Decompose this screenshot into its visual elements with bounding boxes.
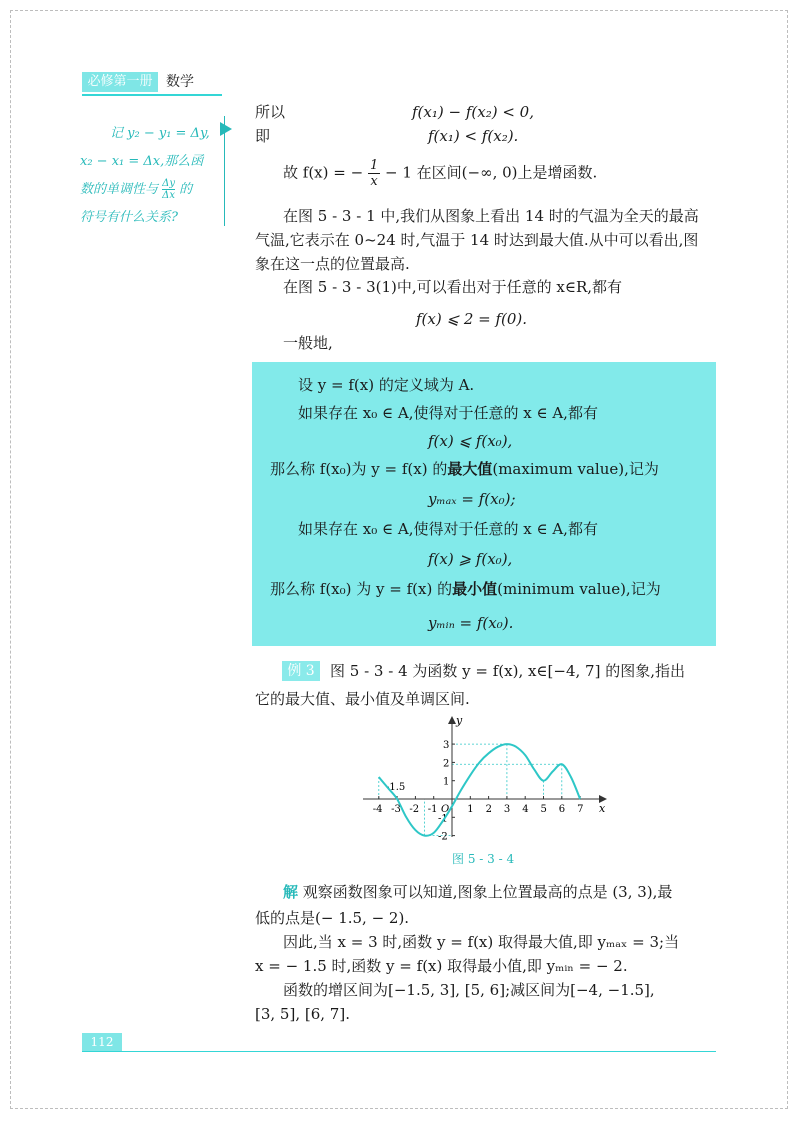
margin-note-text: 的: [179, 182, 193, 197]
definition-line: [270, 456, 659, 482]
min-x-annotation: -1.5: [386, 782, 406, 793]
subject-label: 数学: [166, 74, 194, 90]
definition-text: 那么称 f(x₀) 为 y = f(x) 的: [270, 580, 453, 598]
book-volume-badge: 必修第一册: [82, 72, 158, 92]
definition-line: 设 y = f(x) 的定义域为 A.: [298, 376, 475, 394]
y-axis-label: y: [456, 714, 463, 727]
margin-note-line: 记 y₂ − y₁ = Δy,: [110, 126, 210, 141]
proof-expression: f(x₁) − f(x₂) < 0,: [412, 103, 534, 121]
x-tick-label: 4: [522, 804, 529, 815]
x-tick-label: 7: [577, 804, 584, 815]
definition-line: 如果存在 x₀ ∈ A,使得对于任意的 x ∈ A,都有: [298, 404, 598, 422]
x-tick-label: -4: [372, 804, 383, 815]
definition-formula: yₘₐₓ = f(x₀);: [428, 490, 516, 508]
paragraph-line: 一般地,: [283, 334, 333, 352]
fraction-denominator: x: [370, 174, 378, 189]
x-tick-label: 3: [503, 804, 511, 815]
dashed-guides: [379, 744, 562, 836]
conclusion-fraction: [368, 158, 380, 189]
solution-line: [3, 5], [6, 7].: [255, 1005, 350, 1023]
proof-label: 所以: [255, 103, 286, 121]
term-minimum: 最小值: [452, 580, 498, 598]
example-text: 它的最大值、最小值及单调区间.: [255, 690, 470, 708]
definition-formula: f(x) ⩽ f(x₀),: [428, 432, 513, 450]
margin-note-line: 符号有什么关系?: [80, 210, 178, 225]
page-number: 112: [82, 1033, 122, 1051]
definition-text: (minimum value),记为: [497, 580, 661, 598]
example-text: 图 5 - 3 - 4 为函数 y = f(x), x∈[−4, 7] 的图象,指出: [330, 662, 685, 680]
x-axis-label: x: [599, 802, 606, 815]
x-tick-label: -3: [391, 804, 401, 815]
conclusion-text: − 1 在区间(−∞, 0)上是增函数.: [385, 163, 598, 182]
x-tick-label: -2: [409, 804, 420, 815]
proof-conclusion: [283, 158, 597, 189]
y-tick-label: 3: [443, 740, 450, 752]
paragraph-line: 在图 5 - 3 - 1 中,我们从图象上看出 14 时的气温为全天的最高: [283, 207, 699, 225]
proof-label: 即: [255, 127, 271, 145]
proof-expression: f(x₁) < f(x₂).: [428, 127, 519, 145]
fraction-denominator: Δx: [162, 190, 176, 201]
x-tick-label: 5: [540, 804, 547, 815]
solution-text: 观察函数图象可以知道,图象上位置最高的点是 (3, 3),最: [302, 883, 673, 901]
conclusion-text: 故 f(x) = −: [283, 163, 364, 182]
solution-line: 低的点是(− 1.5, − 2).: [255, 909, 410, 927]
paragraph-line: 在图 5 - 3 - 3(1)中,可以看出对于任意的 x∈R,都有: [283, 278, 623, 296]
formula: f(x) ⩽ 2 = f(0).: [416, 310, 528, 328]
solution-label: 解: [283, 883, 299, 901]
margin-note-line: x₂ − x₁ = Δx,那么函: [80, 154, 204, 169]
fraction-numerator: Δy: [162, 178, 176, 189]
header-rule: [82, 94, 222, 96]
origin-label: O: [441, 804, 450, 815]
fraction-numerator: 1: [369, 158, 379, 173]
function-graph: [355, 712, 615, 847]
footer-rule: [82, 1051, 716, 1052]
y-tick-label: -1: [438, 813, 448, 825]
definition-text: 那么称 f(x₀)为 y = f(x) 的: [270, 460, 448, 478]
solution-line: 函数的增区间为[−1.5, 3], [5, 6];减区间为[−4, −1.5],: [283, 981, 655, 999]
margin-note: [80, 120, 220, 232]
solution-line: x = − 1.5 时,函数 y = f(x) 取得最小值,即 yₘᵢₙ = − 2.: [255, 957, 628, 975]
figure-caption: 图 5 - 3 - 4: [452, 852, 515, 866]
x-tick-label: 2: [485, 804, 492, 815]
definition-box: [252, 362, 716, 646]
y-tick-label: 1: [443, 776, 450, 788]
paragraph-line: 气温,它表示在 0~24 时,气温于 14 时达到最大值.从中可以看出,图: [255, 231, 699, 249]
term-maximum: 最大值: [447, 460, 493, 478]
x-tick-label: 1: [467, 804, 474, 815]
solution-line: [283, 878, 672, 906]
paragraph-line: 象在这一点的位置最高.: [255, 255, 410, 273]
y-tick-label: -2: [438, 831, 448, 843]
margin-note-text: 数的单调性与: [80, 182, 159, 197]
definition-line: 如果存在 x₀ ∈ A,使得对于任意的 x ∈ A,都有: [298, 520, 598, 538]
margin-note-line: [80, 176, 220, 204]
y-tick-label: 2: [443, 758, 450, 770]
definition-text: (maximum value),记为: [492, 460, 659, 478]
example-badge: 例 3: [282, 661, 320, 681]
x-tick-label: 6: [558, 804, 566, 815]
definition-formula: yₘᵢₙ = f(x₀).: [428, 614, 514, 632]
definition-line: [270, 576, 661, 602]
function-curve: [379, 744, 580, 836]
x-tick-label: -1: [427, 804, 438, 815]
definition-formula: f(x) ⩾ f(x₀),: [428, 550, 513, 568]
pointer-arrow-icon: [220, 122, 232, 136]
delta-fraction: [162, 178, 175, 201]
solution-line: 因此,当 x = 3 时,函数 y = f(x) 取得最大值,即 yₘₐₓ = 3;当: [283, 933, 680, 951]
